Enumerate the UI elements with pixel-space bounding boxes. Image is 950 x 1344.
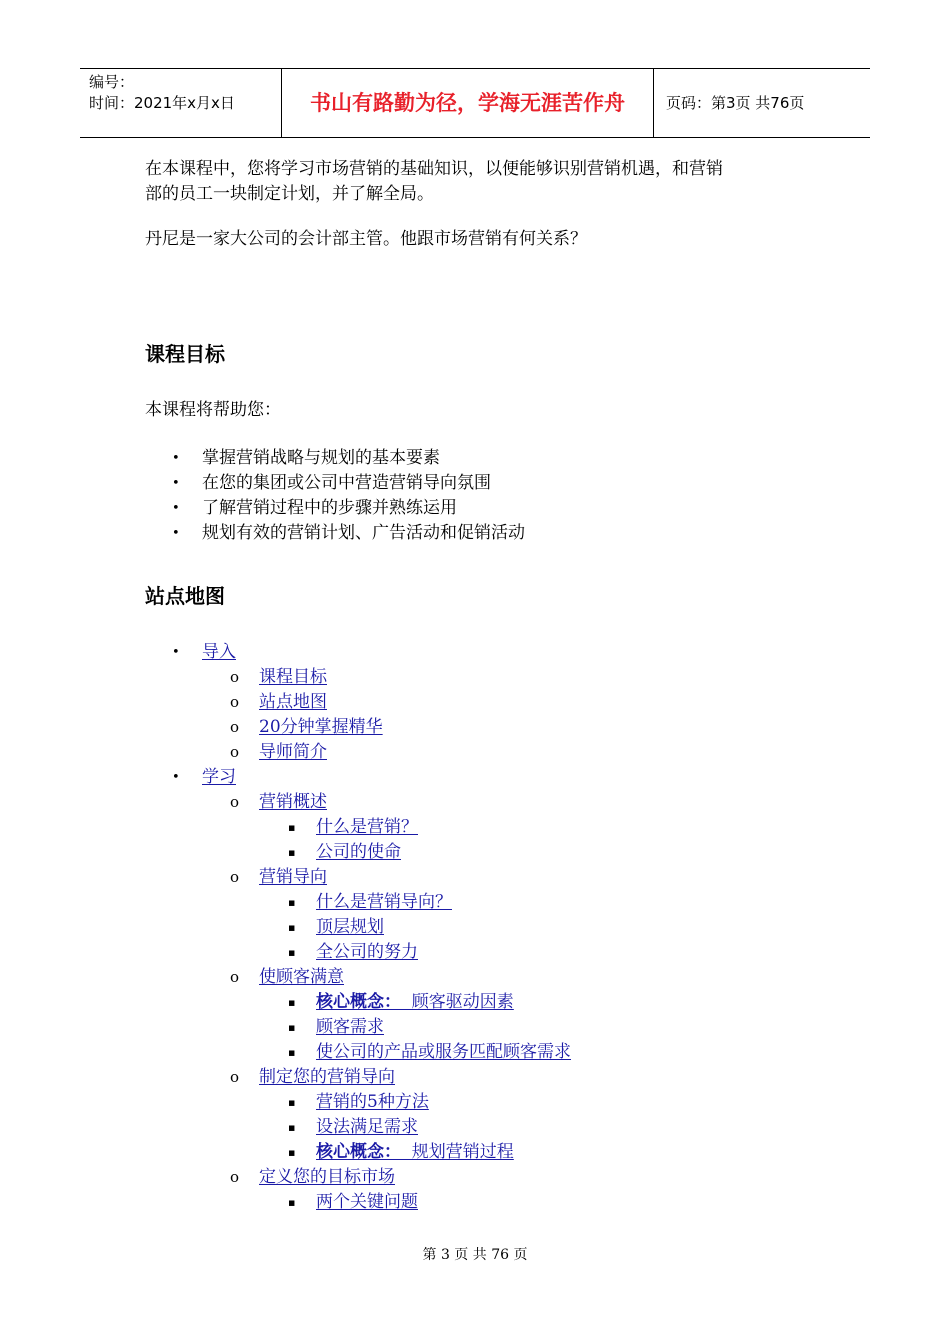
- sitemap-item-meet-needs[interactable]: ▪ 设法满足需求: [288, 1117, 418, 1137]
- sitemap-item-what-is-marketing[interactable]: ▪ 什么是营销？: [288, 817, 418, 837]
- number-label: 编号：: [89, 73, 135, 91]
- bullet-marker: •: [172, 451, 180, 466]
- sitemap-item-top-planning[interactable]: ▪ 顶层规划: [288, 917, 384, 937]
- sitemap-item-company-effort[interactable]: ▪ 全公司的努力: [288, 942, 418, 962]
- list-item: • 掌握营销战略与规划的基本要素: [145, 446, 835, 471]
- sitemap-heading: 站点地图: [145, 584, 225, 608]
- objectives-list: [145, 446, 835, 546]
- sitemap-list: [145, 640, 835, 1215]
- sitemap-item-orientation[interactable]: o 营销导向: [230, 867, 327, 887]
- header-info-cell: [80, 69, 282, 137]
- sitemap-item-target-market[interactable]: o 定义您的目标市场: [230, 1167, 395, 1187]
- sitemap-item-satisfaction[interactable]: o 使顾客满意: [230, 967, 344, 987]
- objectives-lead: 本课程将帮助您：: [145, 400, 281, 420]
- sitemap-item-tutor[interactable]: o 导师简介: [230, 742, 327, 762]
- bullet-marker: •: [172, 526, 180, 541]
- sitemap-item-mission[interactable]: ▪ 公司的使命: [288, 842, 401, 862]
- bullet-marker: •: [172, 476, 180, 491]
- sitemap-item-sitemap[interactable]: o 站点地图: [230, 692, 327, 712]
- sitemap-item-set-orientation[interactable]: o 制定您的营销导向: [230, 1067, 395, 1087]
- list-item: • 在您的集团或公司中营造营销导向氛围: [145, 471, 835, 496]
- sitemap-item-key-questions[interactable]: ▪ 两个关键问题: [288, 1192, 418, 1212]
- page-header: [80, 68, 870, 138]
- sitemap-item-intro[interactable]: • 导入: [172, 642, 236, 662]
- sitemap-item-kc-planning[interactable]: ▪ 核心概念： 规划营销过程: [288, 1142, 514, 1162]
- motto: 书山有路勤为径，学海无涯苦作舟: [282, 69, 654, 137]
- sitemap-item-five-methods[interactable]: ▪ 营销的5种方法: [288, 1092, 429, 1112]
- page-indicator: 页码：第3页 共76页: [666, 94, 805, 112]
- intro-question: 丹尼是一家大公司的会计部主管。他跟市场营销有何关系？: [145, 229, 587, 249]
- sitemap-item-objectives[interactable]: o 课程目标: [230, 667, 327, 687]
- bullet-marker: •: [172, 501, 180, 516]
- time-label: 时间：2021年x月x日: [89, 94, 235, 112]
- sitemap-item-what-is-orientation[interactable]: ▪ 什么是营销导向？: [288, 892, 452, 912]
- sitemap-item-learn[interactable]: • 学习: [172, 767, 236, 787]
- list-item: • 规划有效的营销计划、广告活动和促销活动: [145, 521, 835, 546]
- sitemap-item-kc-drivers[interactable]: ▪ 核心概念： 顾客驱动因素: [288, 992, 514, 1012]
- page-footer: 第 3 页 共 76 页: [422, 1247, 528, 1263]
- sitemap-item-20min[interactable]: o 20分钟掌握精华: [230, 717, 383, 737]
- sitemap-item-match-needs[interactable]: ▪ 使公司的产品或服务匹配顾客需求: [288, 1042, 571, 1062]
- objectives-heading: 课程目标: [145, 342, 225, 366]
- sitemap-item-needs[interactable]: ▪ 顾客需求: [288, 1017, 384, 1037]
- sitemap-item-overview[interactable]: o 营销概述: [230, 792, 327, 812]
- document-body: [145, 157, 835, 1215]
- list-item: • 了解营销过程中的步骤并熟练运用: [145, 496, 835, 521]
- intro-paragraph: 在本课程中，您将学习市场营销的基础知识，以便能够识别营销机遇，和营销 部的员工一块制定计划，并了解全局。: [145, 159, 723, 204]
